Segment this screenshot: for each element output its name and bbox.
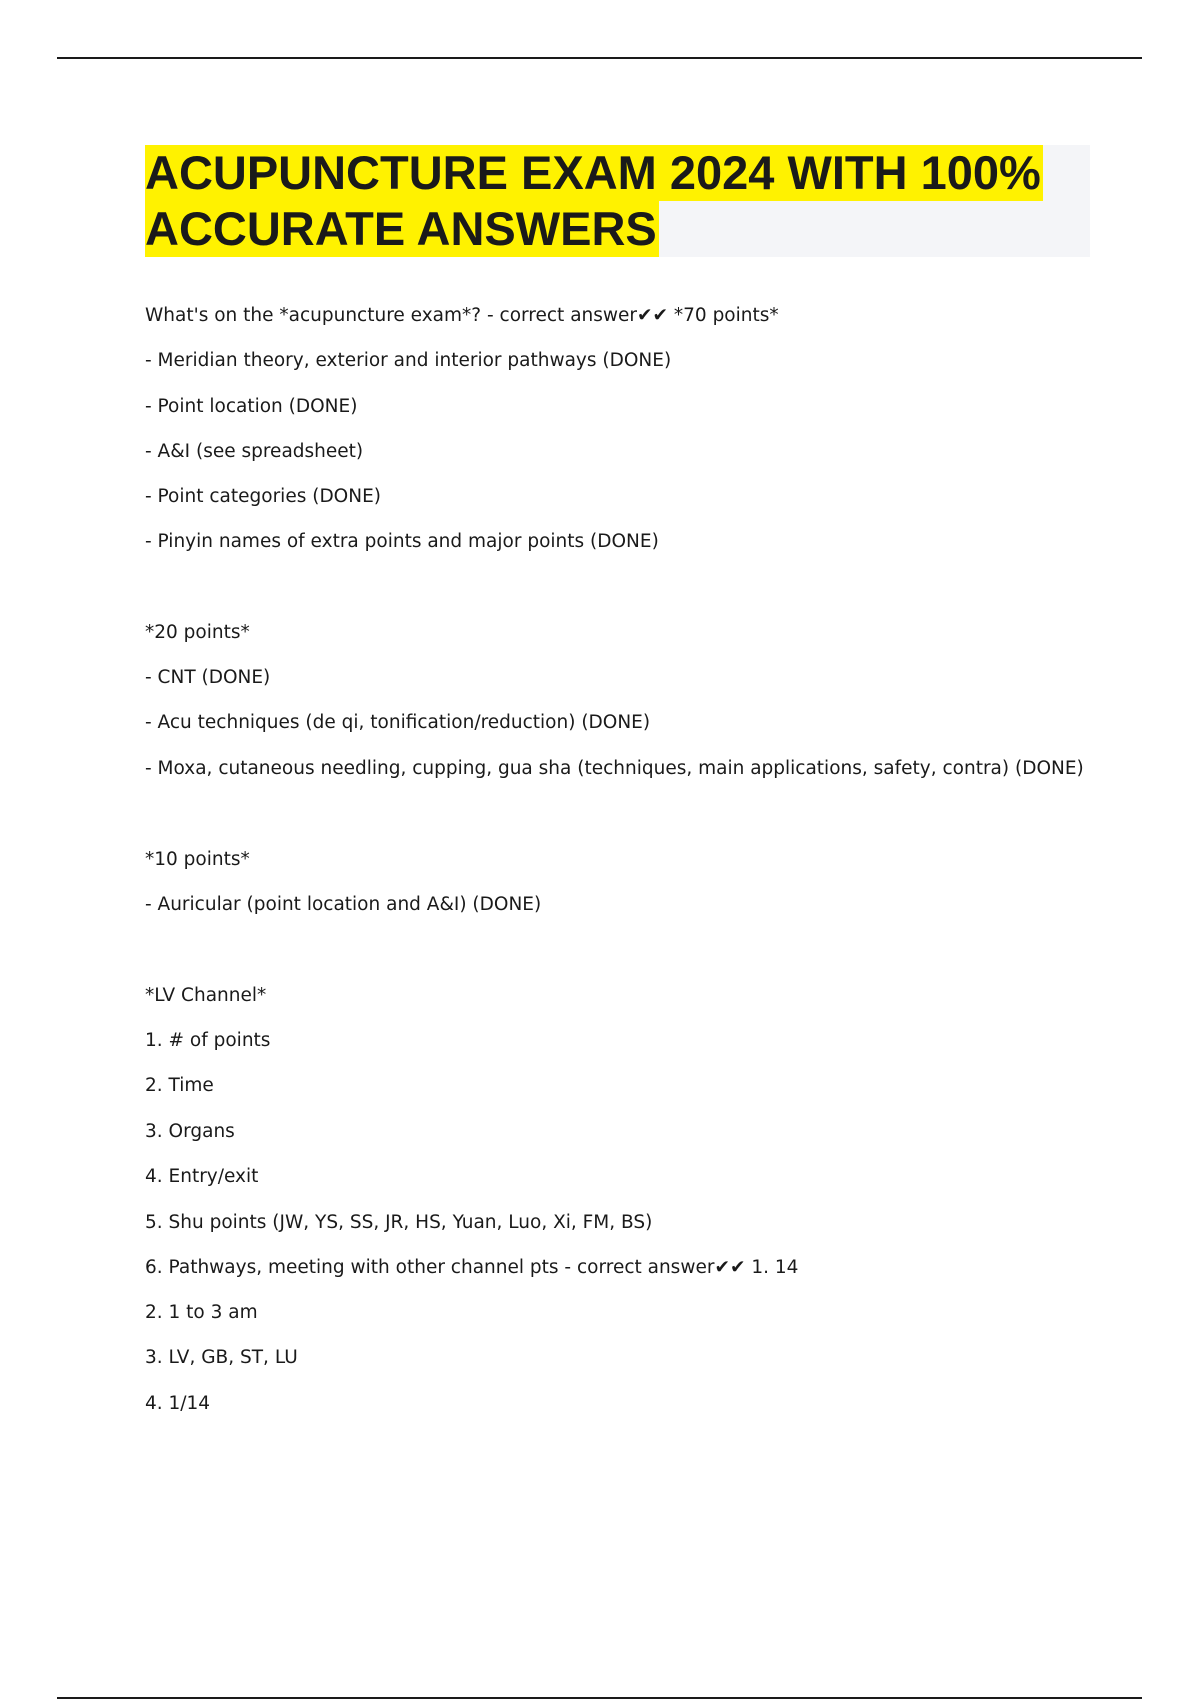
list-item: - Moxa, cutaneous needling, cupping, gua sha (techniques, main applications, safety, contra) (DONE) — [145, 758, 1084, 779]
list-item: - CNT (DONE) — [145, 667, 271, 688]
list-item: 2. Time — [145, 1075, 214, 1096]
section-heading: *LV Channel* — [145, 985, 267, 1006]
list-item: - Point categories (DONE) — [145, 486, 381, 507]
list-item: 6. Pathways, meeting with other channel pts - correct answer✔✔ 1. 14 — [145, 1257, 799, 1278]
list-item: 2. 1 to 3 am — [145, 1302, 258, 1323]
list-item: 3. LV, GB, ST, LU — [145, 1347, 298, 1368]
section-heading: *10 points* — [145, 849, 250, 870]
list-item: - A&I (see spreadsheet) — [145, 441, 364, 462]
list-item: 4. 1/14 — [145, 1393, 211, 1414]
list-item: - Meridian theory, exterior and interior pathways (DONE) — [145, 350, 672, 371]
list-item: - Acu techniques (de qi, tonification/reduction) (DONE) — [145, 712, 651, 733]
title-line-2: ACCURATE ANSWERS — [145, 202, 657, 255]
header-rule — [57, 57, 1142, 59]
list-item: - Pinyin names of extra points and major points (DONE) — [145, 531, 659, 552]
list-item: - Auricular (point location and A&I) (DONE) — [145, 894, 542, 915]
title-line-1: ACUPUNCTURE EXAM 2024 WITH 100% — [145, 146, 1041, 199]
document-title — [145, 145, 1090, 257]
list-item: - Point location (DONE) — [145, 396, 358, 417]
list-item: 3. Organs — [145, 1121, 235, 1142]
list-item: 1. # of points — [145, 1030, 271, 1051]
list-item: 4. Entry/exit — [145, 1166, 259, 1187]
list-item: 5. Shu points (JW, YS, SS, JR, HS, Yuan, Luo, Xi, FM, BS) — [145, 1212, 653, 1233]
section-heading: *20 points* — [145, 622, 250, 643]
question-line: What's on the *acupuncture exam*? - correct answer✔✔ *70 points* — [145, 305, 779, 326]
footer-rule — [57, 1697, 1142, 1699]
